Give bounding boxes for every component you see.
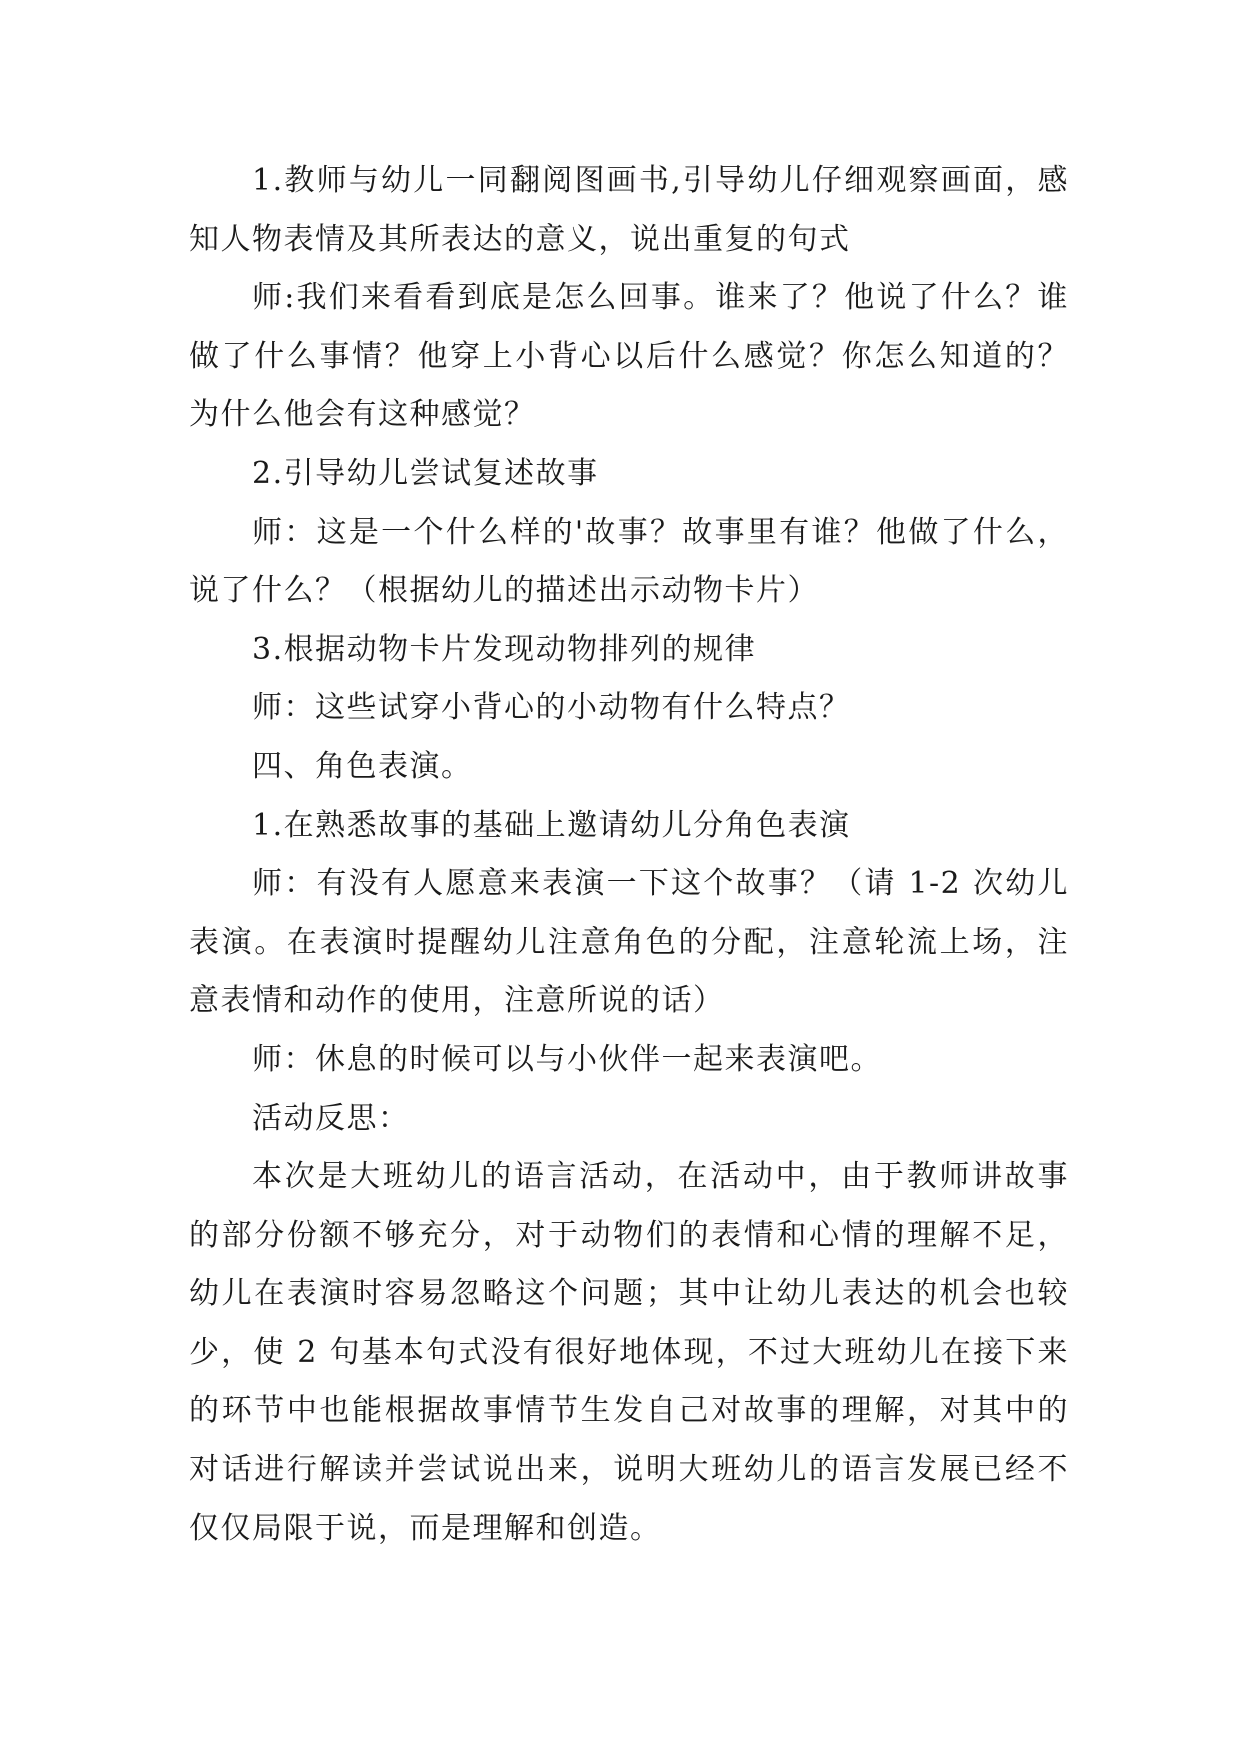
paragraph-teacher-performance-prompt: 师：有没有人愿意来表演一下这个故事？（请 1-2 次幼儿表演。在表演时提醒幼儿注意角色的分配，注意轮流上场，注意表情和动作的使用，注意所说的话）: [189, 866, 1069, 1019]
paragraph-teacher-questions: 师:我们来看看到底是怎么回事。谁来了？他说了什么？谁做了什么事情？他穿上小背心以后什么感觉？你怎么知道的？为什么他会有这种感觉？: [189, 280, 1069, 433]
paragraph-teacher-features-question: 师：这些试穿小背心的小动物有什么特点？: [252, 690, 851, 726]
document-body: [189, 152, 1069, 1558]
paragraph-role-play-step1: 1.在熟悉故事的基础上邀请幼儿分角色表演: [252, 807, 851, 843]
paragraph-step1: 1.教师与幼儿一同翻阅图画书,引导幼儿仔细观察画面，感知人物表情及其所表达的意义，说出重复的句式: [189, 163, 1069, 257]
paragraph-teacher-story-questions: 师：这是一个什么样的'故事？故事里有谁？他做了什么，说了什么？（根据幼儿的描述出示动物卡片）: [189, 514, 1069, 609]
paragraph-step3: 3.根据动物卡片发现动物排列的规律: [252, 631, 757, 667]
section-heading-role-play: 四、角色表演。: [252, 748, 473, 784]
paragraph-reflection-body: 本次是大班幼儿的语言活动，在活动中，由于教师讲故事的部分份额不够充分，对于动物们的表情和心情的理解不足，幼儿在表演时容易忽略这个问题；其中让幼儿表达的机会也较少，使 2 句基本句式没有很好地体现，不过大班幼儿在接下来的环节中也能根据故事情节生发自己对故事的理解，对其中的对话进行解读并尝试说出来，说明大班幼儿的语言发展已经不仅仅局限于说，而是理解和创造。: [189, 1159, 1069, 1546]
paragraph-teacher-rest-prompt: 师：休息的时候可以与小伙伴一起来表演吧。: [252, 1041, 882, 1077]
paragraph-step2: 2.引导幼儿尝试复述故事: [252, 455, 599, 491]
section-heading-reflection: 活动反思：: [252, 1100, 410, 1136]
